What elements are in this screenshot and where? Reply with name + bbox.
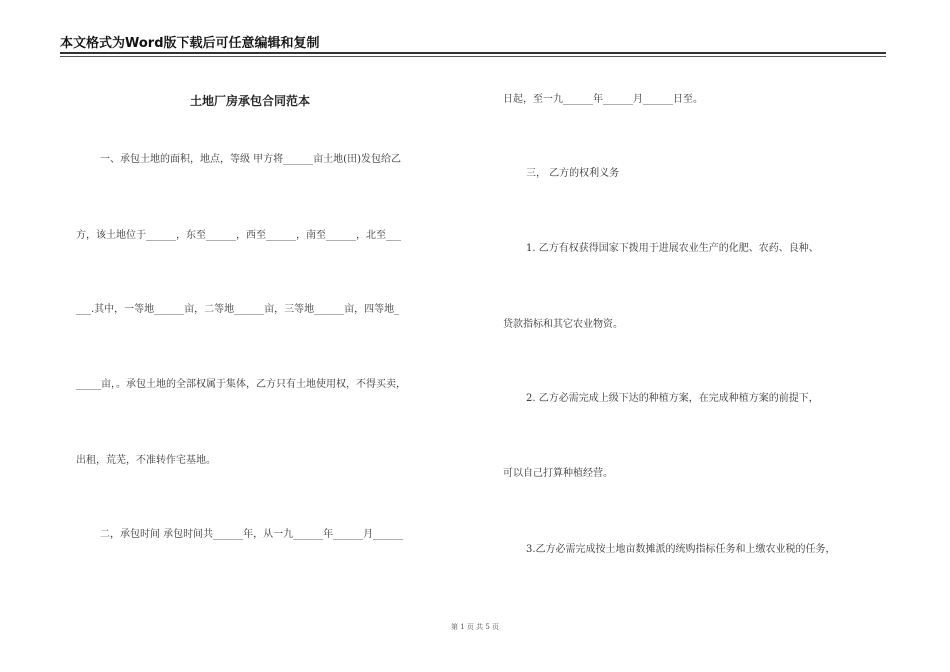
- left-paragraph-line: 出租，荒芜，不准转作宅基地。: [76, 455, 216, 466]
- right-paragraph-line: 3.乙方必需完成按土地亩数摊派的统购指标任务和上缴农业税的任务，: [526, 544, 836, 555]
- section-heading: 三， 乙方的权利义务: [526, 168, 620, 179]
- document-title: 土地厂房承包合同范本: [190, 94, 311, 108]
- header-divider-thick: [60, 52, 886, 54]
- left-paragraph-line: 一、承包土地的面积，地点，等级 甲方将______亩土地(田)发包给乙: [100, 154, 401, 165]
- right-paragraph-line: 2. 乙方必需完成上级下达的种植方案，在完成种植方案的前提下，: [526, 393, 819, 404]
- document-header: 本文格式为Word版下载后可任意编辑和复制: [60, 36, 320, 51]
- right-paragraph-line: 1. 乙方有权获得国家下拨用于进展农业生产的化肥、农药、良种、: [526, 243, 819, 254]
- header-divider-thin: [60, 56, 886, 57]
- left-paragraph-line: _____亩，。承包土地的全部权属于集体，乙方只有土地使用权，不得买卖，: [76, 379, 406, 390]
- left-paragraph-line: 方，该土地位于______，东至______，西至______，南至______，北至___: [76, 230, 401, 241]
- right-paragraph-line: 可以自己打算种植经营。: [503, 468, 613, 479]
- right-paragraph-line: 日起，至一九______年______月______日至。: [503, 94, 703, 105]
- left-paragraph-line: ___.其中，一等地______亩，二等地______亩，三等地______亩，四等地_: [76, 304, 400, 315]
- left-paragraph-line: 二，承包时间 承包时间共______年，从一九______年______月______: [100, 529, 404, 540]
- page-number: 第 1 页 共 5 页: [450, 623, 500, 631]
- right-paragraph-line: 贷款指标和其它农业物资。: [503, 319, 623, 330]
